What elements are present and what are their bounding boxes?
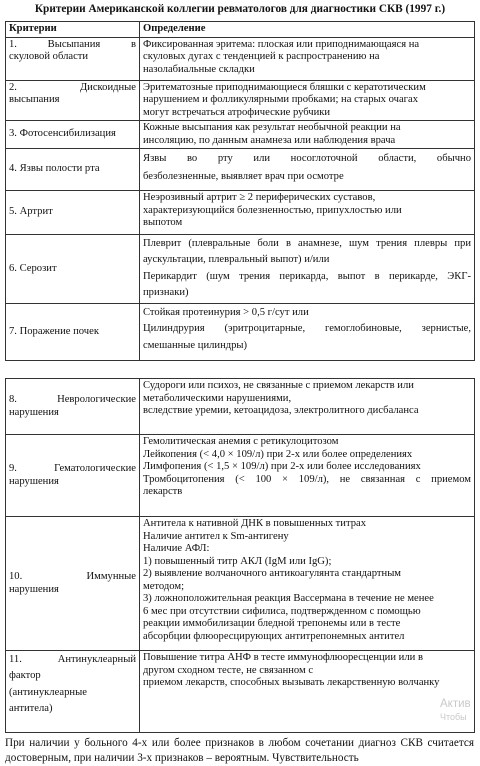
definition-line: реакции иммобилизации бледной трепонемы или в тесте xyxy=(143,618,401,629)
definition-line: выпотом xyxy=(143,217,183,228)
table-row xyxy=(6,651,475,733)
definition-line: метаболическими нарушениями, xyxy=(143,392,292,404)
definition-cell xyxy=(140,517,475,651)
table-row xyxy=(6,435,475,517)
definition-cell xyxy=(140,651,475,733)
activation-watermark: Актив Чтобы xyxy=(440,698,471,722)
criterion-text: 11. xyxy=(9,654,22,665)
definition-line: абсорбции флюоресцирующих антитрепонемных антител xyxy=(143,630,405,642)
criterion-text: нарушения xyxy=(9,475,59,487)
criterion-text: Высыпания xyxy=(47,38,101,50)
definition-line: признаки) xyxy=(143,287,189,299)
criterion-cell xyxy=(6,191,140,235)
definition-line: Лейкопения (< 4,0 × 109/л) при 2-х или более определениях xyxy=(143,448,413,460)
criterion-cell xyxy=(6,80,140,121)
criterion-text: 2. xyxy=(9,81,17,93)
criterion-text: фактор xyxy=(9,670,41,682)
definition-line: 1) повышенный титр АКЛ (IgM или IgG); xyxy=(143,555,332,567)
criterion-text: антитела) xyxy=(9,703,53,715)
definition-cell xyxy=(140,149,475,191)
definition-cell xyxy=(140,37,475,80)
header-criteria: Критерии xyxy=(6,22,140,38)
definition-line: 3) ложноположительная реакция Вассермана в течение не менее xyxy=(143,593,434,604)
criterion-text: Антинуклеарный xyxy=(57,654,136,665)
definition-cell xyxy=(140,435,475,517)
definition-cell xyxy=(140,379,475,435)
criterion-text xyxy=(9,82,136,95)
table-row xyxy=(6,191,475,235)
definition-line: Язвы во рту или носоглоточной области, обычно xyxy=(143,153,471,164)
definition-line: Цилиндрурия (эритроцитарные, гемоглобиновые, зернистые, xyxy=(143,323,471,335)
criterion-cell xyxy=(6,121,140,149)
criterion-text: Дискоидные xyxy=(79,81,136,93)
definition-line: Стойкая протеинурия > 0,5 г/сут или xyxy=(143,307,309,318)
criterion-cell xyxy=(6,235,140,304)
definition-line: аускультации, плевральный выпот) и/или xyxy=(143,254,330,266)
criteria-table-part-1 xyxy=(5,21,475,361)
definition-line: Неэрозивный артрит ≥ 2 периферических суставов, xyxy=(143,192,376,203)
criterion-text: Иммунные xyxy=(86,571,136,582)
definition-cell xyxy=(140,80,475,121)
definition-line: Гемолитическая анемия с ретикулоцитозом xyxy=(143,436,339,447)
criterion-cell xyxy=(6,37,140,80)
criterion-text: нарушения xyxy=(9,583,59,595)
definition-line: нарушением и фолликулярными пробками; на старых очагах xyxy=(143,94,418,105)
criterion-text: 3. Фотосенсибилизация xyxy=(9,128,116,140)
criterion-text xyxy=(9,652,136,668)
criterion-text: 7. Поражение почек xyxy=(9,325,99,337)
criterion-cell xyxy=(6,651,140,733)
criterion-text xyxy=(9,571,136,584)
table-row xyxy=(6,37,475,80)
definition-line: скуловых дугах с тенденцией к распространению на xyxy=(143,51,380,62)
criterion-text: 6. Серозит xyxy=(9,262,57,274)
definition-line: характеризующийся болезненностью, припухлостью или xyxy=(143,204,402,216)
table-row xyxy=(6,379,475,435)
definition-cell xyxy=(140,304,475,361)
definition-line: 6 мес при отсутствии сифилиса, подтвержденном с помощью xyxy=(143,605,421,617)
definition-line: Лимфопения (< 1,5 × 109/л) при 2-х или более исследованиях xyxy=(143,461,421,472)
definition-line: Судороги или психоз, не связанные с приемом лекарств или xyxy=(143,380,414,391)
criterion-text xyxy=(9,39,136,52)
criterion-cell xyxy=(6,517,140,651)
criterion-text: скуловой области xyxy=(9,51,89,62)
definition-line: Повышение титра АНФ в тесте иммунофлюоресценции или в xyxy=(143,652,423,663)
definition-line: Наличие антител к Sm-антигену xyxy=(143,530,289,542)
criterion-text: высыпания xyxy=(9,94,60,105)
page-title: Критерии Американской коллегии ревматологов для диагностики СКВ (1997 г.) xyxy=(34,3,446,15)
definition-line: 2) выявление волчаночного антикоагулянта стандартным xyxy=(143,568,402,579)
criterion-text: Неврологические xyxy=(57,394,136,405)
criterion-text: в xyxy=(130,38,136,50)
definition-line: могут встречаться атрофические рубчики xyxy=(143,106,331,118)
criterion-text: 1. xyxy=(9,38,17,50)
definition-line: Наличие АФЛ: xyxy=(143,543,210,554)
table-row xyxy=(6,235,475,304)
definition-cell xyxy=(140,121,475,149)
criterion-cell xyxy=(6,149,140,191)
table-row xyxy=(6,80,475,121)
criterion-text: 5. Артрит xyxy=(9,206,53,218)
definition-cell xyxy=(140,235,475,304)
definition-line: Кожные высыпания как результат необычной реакции на xyxy=(143,122,401,133)
definition-line: приемом лекарств, способных вызывать лекарственную волчанку xyxy=(143,677,440,688)
table-row xyxy=(6,149,475,191)
definition-line: инсоляцию, по данным анамнеза или наблюдения врача xyxy=(143,134,396,146)
table-row xyxy=(6,517,475,651)
definition-line: смешанные цилиндры) xyxy=(143,339,248,351)
criterion-text: 10. xyxy=(9,571,23,582)
criterion-text: (антинуклеарные xyxy=(9,686,87,698)
criterion-cell xyxy=(6,304,140,361)
definition-line: другом сходном тесте, не связанном с xyxy=(143,664,314,676)
definition-line: безболезненные, выявляет врач при осмотре xyxy=(143,171,344,182)
header-definition: Определение xyxy=(140,22,475,38)
definition-line: Тромбоцитопения (< 100 × 109/л), не связанная с приемом xyxy=(143,473,471,485)
criterion-text xyxy=(9,463,136,476)
criterion-text: 8. xyxy=(9,394,17,405)
definition-line: Фиксированная эритема: плоская или приподнимающаяся на xyxy=(143,38,420,50)
definition-line: Эритематозные приподнимающиеся бляшки с кератотическим xyxy=(143,81,426,93)
definition-line: лекарств xyxy=(143,486,183,497)
table-row xyxy=(6,304,475,361)
criterion-text xyxy=(9,394,136,407)
criterion-text: 4. Язвы полости рта xyxy=(9,163,100,175)
criteria-table-part-2 xyxy=(5,378,475,733)
definition-line: Перикардит (шум трения перикарда, выпот в перикарде, ЭКГ- xyxy=(143,270,471,282)
criterion-text: Гематологические xyxy=(54,463,136,474)
definition-line: Плеврит (плевральные боли в анамнезе, шум трения плевры при xyxy=(143,238,471,249)
criterion-cell xyxy=(6,435,140,517)
table-header-row xyxy=(6,22,475,38)
definition-cell xyxy=(140,191,475,235)
criterion-text: 9. xyxy=(9,463,17,474)
definition-line: Антитела к нативной ДНК в повышенных титрах xyxy=(143,518,367,529)
footer-paragraph: При наличии у больного 4-х или более признаков в любом сочетании диагноз СКВ считается достоверным, при наличии 3-х признаков – вероятным. Чувствительность xyxy=(5,737,474,764)
criterion-cell xyxy=(6,379,140,435)
table-row xyxy=(6,121,475,149)
definition-line: вследствие уремии, кетоацидоза, электролитного дисбаланса xyxy=(143,405,419,416)
definition-line: назолабиальные складки xyxy=(143,63,255,75)
definition-line: методом; xyxy=(143,580,185,592)
criterion-text: нарушения xyxy=(9,406,59,418)
